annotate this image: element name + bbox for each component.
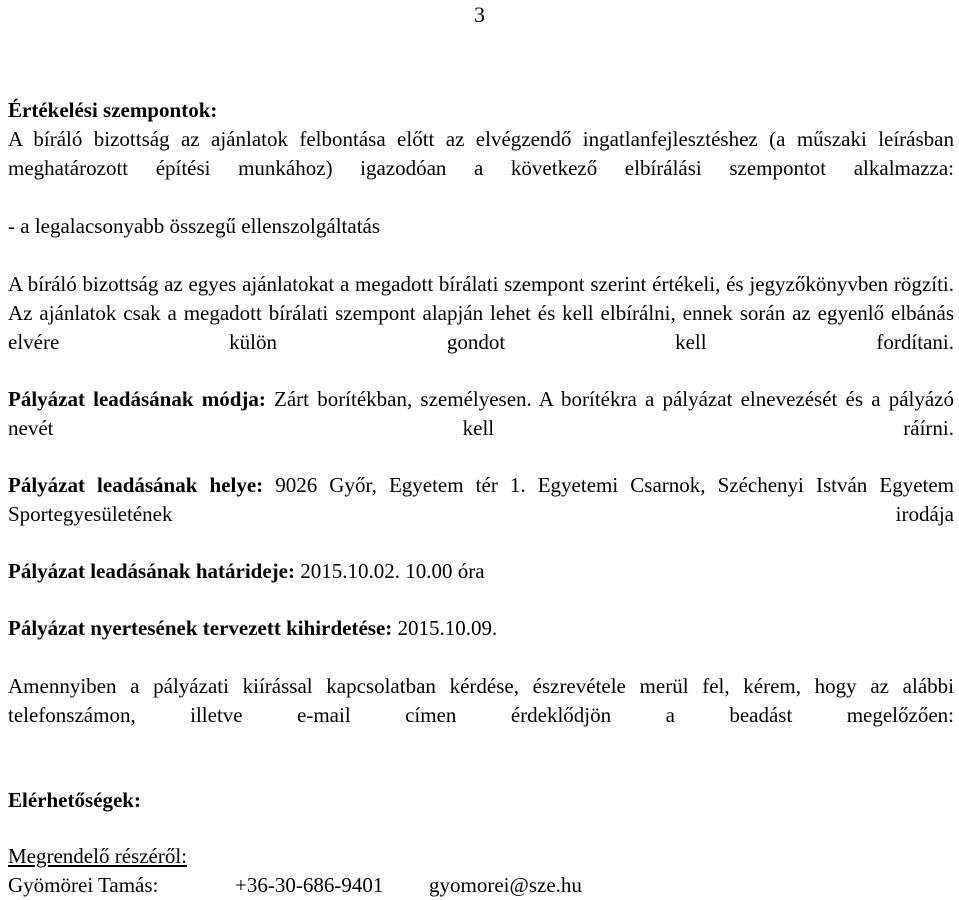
contact-phone: +36-30-686-9401 bbox=[235, 873, 384, 897]
deadline-value: 2015.10.02. 10.00 óra bbox=[294, 559, 485, 583]
page-number: 3 bbox=[474, 2, 485, 27]
contact-email: gyomorei@sze.hu bbox=[429, 873, 582, 897]
deadline-label: Pályázat leadásának határideje: bbox=[8, 559, 295, 583]
contacts-subheading: Megrendelő részéről: bbox=[8, 844, 188, 868]
submission-method-value: Zárt borítékban, személyesen. A borítékra a pályázat elnevezését és a pályázó nevét kell ráírni. bbox=[8, 387, 954, 440]
submission-place-label: Pályázat leadásának helye: bbox=[8, 473, 264, 497]
contact-row bbox=[8, 871, 582, 900]
contacts-subheading-line bbox=[8, 842, 954, 871]
contact-name: Gyömörei Tamás: bbox=[8, 873, 159, 897]
evaluation-paragraph: A bíráló bizottság az egyes ajánlatokat a megadott bírálati szempont szerint értékeli, és jegyzőkönyvben rögzíti. Az ajánlatok csak a megadott bírálati szempont alapján lehet és kell elbírálni, ennek során az egyenlő elbánás elvére külön gondot kell fordítani. bbox=[8, 272, 954, 354]
criteria-intro: A bíráló bizottság az ajánlatok felbontása előtt az elvégzendő ingatlanfejlesztéshez (a műszaki leírásban meghatározott építési munkához) igazodóan a következő elbírálási szempontot alkalmazza: bbox=[8, 127, 954, 180]
submission-place-value: 9026 Győr, Egyetem tér 1. Egyetemi Csarnok, Széchenyi István Egyetem Sportegyesületének irodája bbox=[8, 473, 955, 526]
announcement-paragraph bbox=[8, 614, 954, 643]
deadline-paragraph bbox=[8, 557, 954, 586]
announcement-value: 2015.10.09. bbox=[392, 616, 498, 640]
submission-place-paragraph bbox=[8, 471, 954, 529]
announcement-label: Pályázat nyertesének tervezett kihirdetése: bbox=[8, 616, 393, 640]
contacts-heading: Elérhetőségek: bbox=[8, 788, 141, 812]
criteria-heading: Értékelési szempontok: bbox=[8, 98, 218, 122]
submission-method-paragraph bbox=[8, 385, 954, 443]
submission-method-label: Pályázat leadásának módja: bbox=[8, 387, 266, 411]
criteria-item: - a legalacsonyabb összegű ellenszolgáltatás bbox=[8, 214, 381, 238]
inquiry-paragraph: Amennyiben a pályázati kiírással kapcsolatban kérdése, észrevétele merül fel, kérem, hogy az alábbi telefonszámon, illetve e-mail címen érdeklődjön a beadást megelőzően: bbox=[8, 674, 954, 727]
